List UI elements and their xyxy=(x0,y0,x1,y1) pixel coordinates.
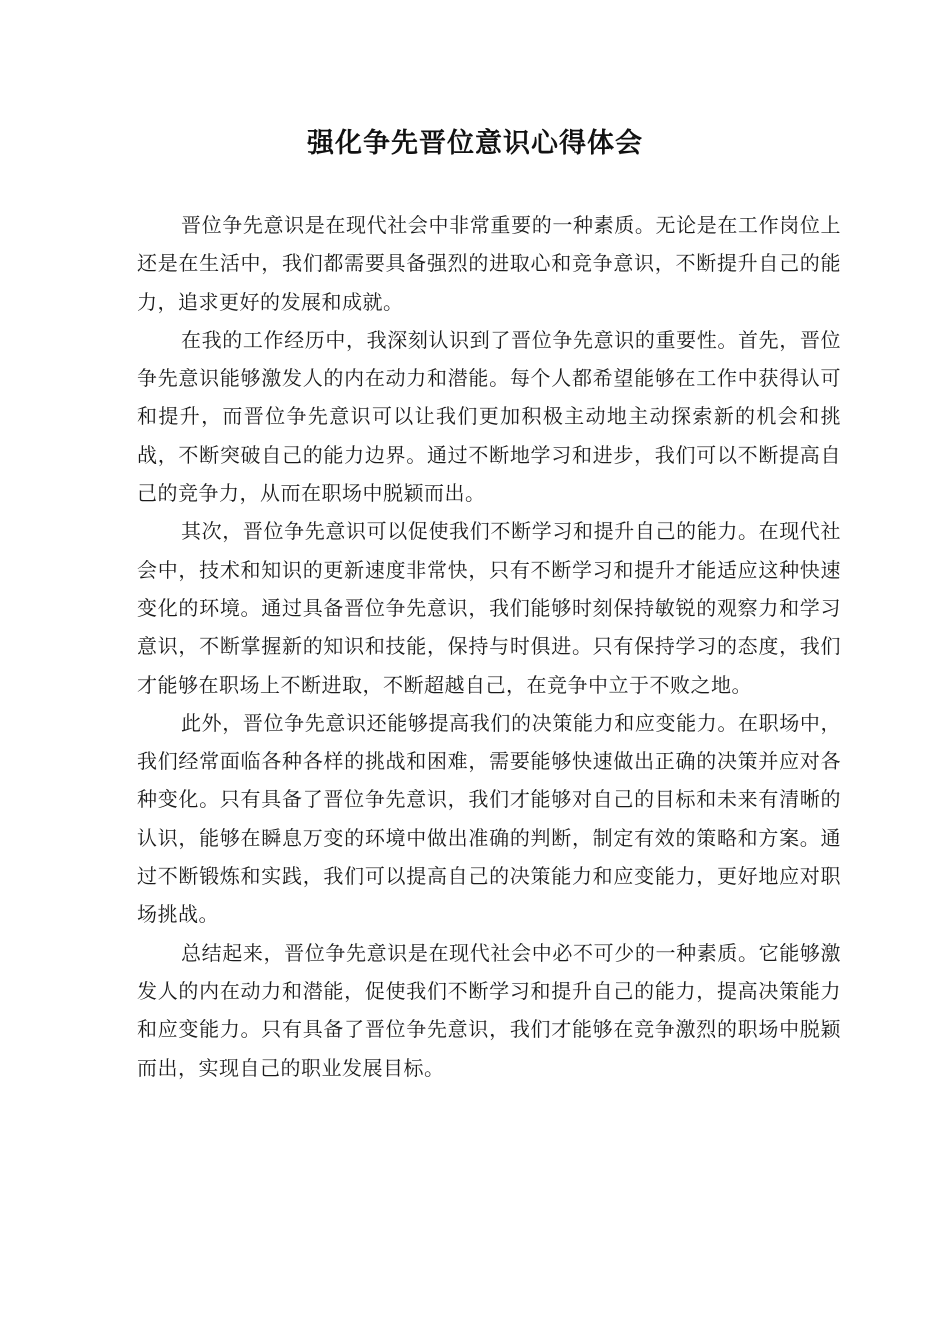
paragraph-1: 晋位争先意识是在现代社会中非常重要的一种素质。无论是在工作岗位上还是在生活中，我们都需要具备强烈的进取心和竞争意识，不断提升自己的能力，追求更好的发展和成就。 xyxy=(137,213,841,314)
document-title: 强化争先晋位意识心得体会 xyxy=(307,128,643,159)
paragraph-5: 总结起来，晋位争先意识是在现代社会中必不可少的一种素质。它能够激发人的内在动力和潜能，促使我们不断学习和提升自己的能力，提高决策能力和应变能力。只有具备了晋位争先意识，我们才能够在竞争激烈的职场中脱颖而出，实现自己的职业发展目标。 xyxy=(137,940,841,1080)
document-body xyxy=(137,206,841,1087)
paragraph-2: 在我的工作经历中，我深刻认识到了晋位争先意识的重要性。首先，晋位争先意识能够激发人的内在动力和潜能。每个人都希望能够在工作中获得认可和提升，而晋位争先意识可以让我们更加积极主动地主动探索新的机会和挑战，不断突破自己的能力边界。通过不断地学习和进步，我们可以不断提高自己的竞争力，从而在职场中脱颖而出。 xyxy=(137,327,841,506)
paragraph-3: 其次，晋位争先意识可以促使我们不断学习和提升自己的能力。在现代社会中，技术和知识的更新速度非常快，只有不断学习和提升才能适应这种快速变化的环境。通过具备晋位争先意识，我们能够时刻保持敏锐的观察力和学习意识，不断掌握新的知识和技能，保持与时俱进。只有保持学习的态度，我们才能够在职场上不断进取，不断超越自己，在竞争中立于不败之地。 xyxy=(137,519,841,697)
paragraph-4: 此外，晋位争先意识还能够提高我们的决策能力和应变能力。在职场中，我们经常面临各种各样的挑战和困难，需要能够快速做出正确的决策并应对各种变化。只有具备了晋位争先意识，我们才能够对自己的目标和未来有清晰的认识，能够在瞬息万变的环境中做出准确的判断，制定有效的策略和方案。通过不断锻炼和实践，我们可以提高自己的决策能力和应变能力，更好地应对职场挑战。 xyxy=(137,710,841,927)
